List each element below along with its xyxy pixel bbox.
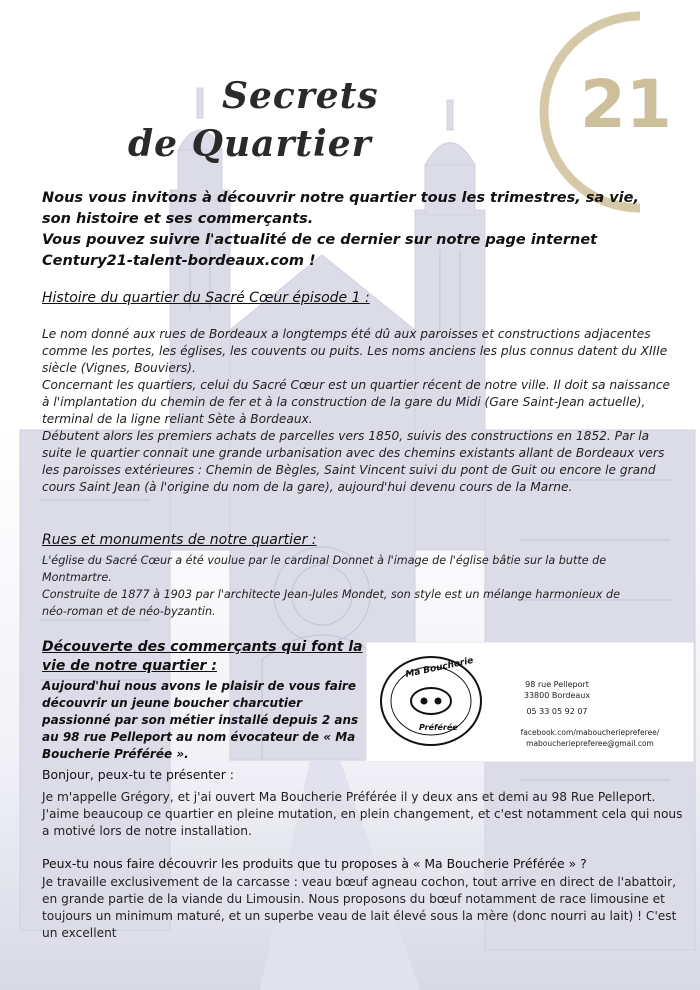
email-link[interactable]: maboucheriepreferee@gmail.com: [526, 739, 654, 748]
address-line1: 98 rue Pelleport: [525, 680, 589, 689]
card-address: [507, 679, 607, 717]
address-line2: 33800 Bordeaux: [523, 691, 591, 700]
answer-1: Je m'appelle Grégory, et j'ai ouvert Ma Boucherie Préférée il y deux ans et demi au 98 Rue Pelleport. J'aime beaucoup ce quartier en pleine mutation, en plein changement, et c'est notamment cela qui nous a motivé lors de notre installation.: [42, 790, 683, 838]
history-paragraph: Débutent alors les premiers achats de parcelles vers 1850, suivis des constructions en 1852. Par la suite le quartier connait une grande urbanisation avec des chemins existants allant de Bordeaux vers les paroisses extérieures : Chemin de Bègles, Saint Vincent suivi du pont de Guit ou encore le grand cours Saint Jean (à l'origine du nom de la gare), aujourd'hui devenu cours de la Marne.: [42, 429, 665, 494]
page-title: [222, 74, 379, 118]
page-title-line2: [128, 122, 372, 166]
logo-text-bottom: Préférée: [419, 723, 458, 732]
monuments-heading: Rues et monuments de notre quartier :: [42, 532, 317, 548]
merchants-heading: Découverte des commerçants qui font la vie de notre quartier :: [42, 639, 363, 674]
monuments-body: [42, 552, 642, 620]
question-2: Peux-tu nous faire découvrir les produits que tu proposes à « Ma Boucherie Préférée » ?: [42, 856, 587, 871]
card-links: [487, 727, 693, 749]
answer-2: Je travaille exclusivement de la carcasse : veau bœuf agneau cochon, tout arrive en direct de l'abattoir, en grande partie de la viande du Limousin. Nous proposons du bœuf notamment de race limousine et toujours un minimum maturé, et un superbe veau de lait élevé sous la mère (donc nourri au lait) ! C'est un excellent: [42, 875, 677, 940]
logo-text-top: Ma Boucherie: [404, 655, 475, 681]
history-paragraph: Le nom donné aux rues de Bordeaux a longtemps été dû aux paroisses et constructions adjacentes comme les portes, les églises, les couvents ou puits. Les noms anciens les plus connus datent du XIIIe siècle (Vignes, Bouviers).: [42, 327, 668, 375]
intro-text: Nous vous invitons à découvrir notre quartier tous les trimestres, sa vie, son histoire et ses commerçants. Vous pouvez suivre l'actualité de ce dernier sur notre page internet Century21-talent-bordeaux.com !: [42, 190, 639, 269]
title-line2: de Quartier: [128, 123, 372, 165]
merchants-intro: Aujourd'hui nous avons le plaisir de vous faire découvrir un jeune boucher charcutier passionné par son métier installé depuis 2 ans au 98 rue Pelleport au nom évocateur de « Ma Boucherie Préférée ».: [42, 679, 359, 761]
title-line1: Secrets: [222, 75, 379, 117]
facebook-link[interactable]: facebook.com/maboucheriepreferee/: [520, 728, 660, 737]
history-paragraph: Concernant les quartiers, celui du Sacré Cœur est un quartier récent de notre ville. Il doit sa naissance à l'implantation du chemin de fer et à la construction de la gare du Midi (Gare Saint-Jean actuelle), terminal de la ligne reliant Sète à Bordeaux.: [42, 378, 671, 426]
logo-number: 21: [580, 66, 672, 143]
monuments-paragraph: Construite de 1877 à 1903 par l'architecte Jean-Jules Mondet, son style est un mélange harmonieux de néo-roman et de néo-byzantin.: [42, 588, 621, 618]
phone-number: 05 33 05 92 07: [526, 707, 588, 716]
history-heading: Histoire du quartier du Sacré Cœur épisode 1 :: [42, 290, 370, 306]
business-card: [366, 642, 694, 762]
monuments-paragraph: L'église du Sacré Cœur a été voulue par le cardinal Donnet à l'image de l'église bâtie sur la butte de Montmartre.: [42, 554, 607, 584]
question-1: Bonjour, peux-tu te présenter :: [42, 767, 234, 782]
history-body: [42, 326, 674, 496]
century21-logo: [580, 66, 672, 143]
